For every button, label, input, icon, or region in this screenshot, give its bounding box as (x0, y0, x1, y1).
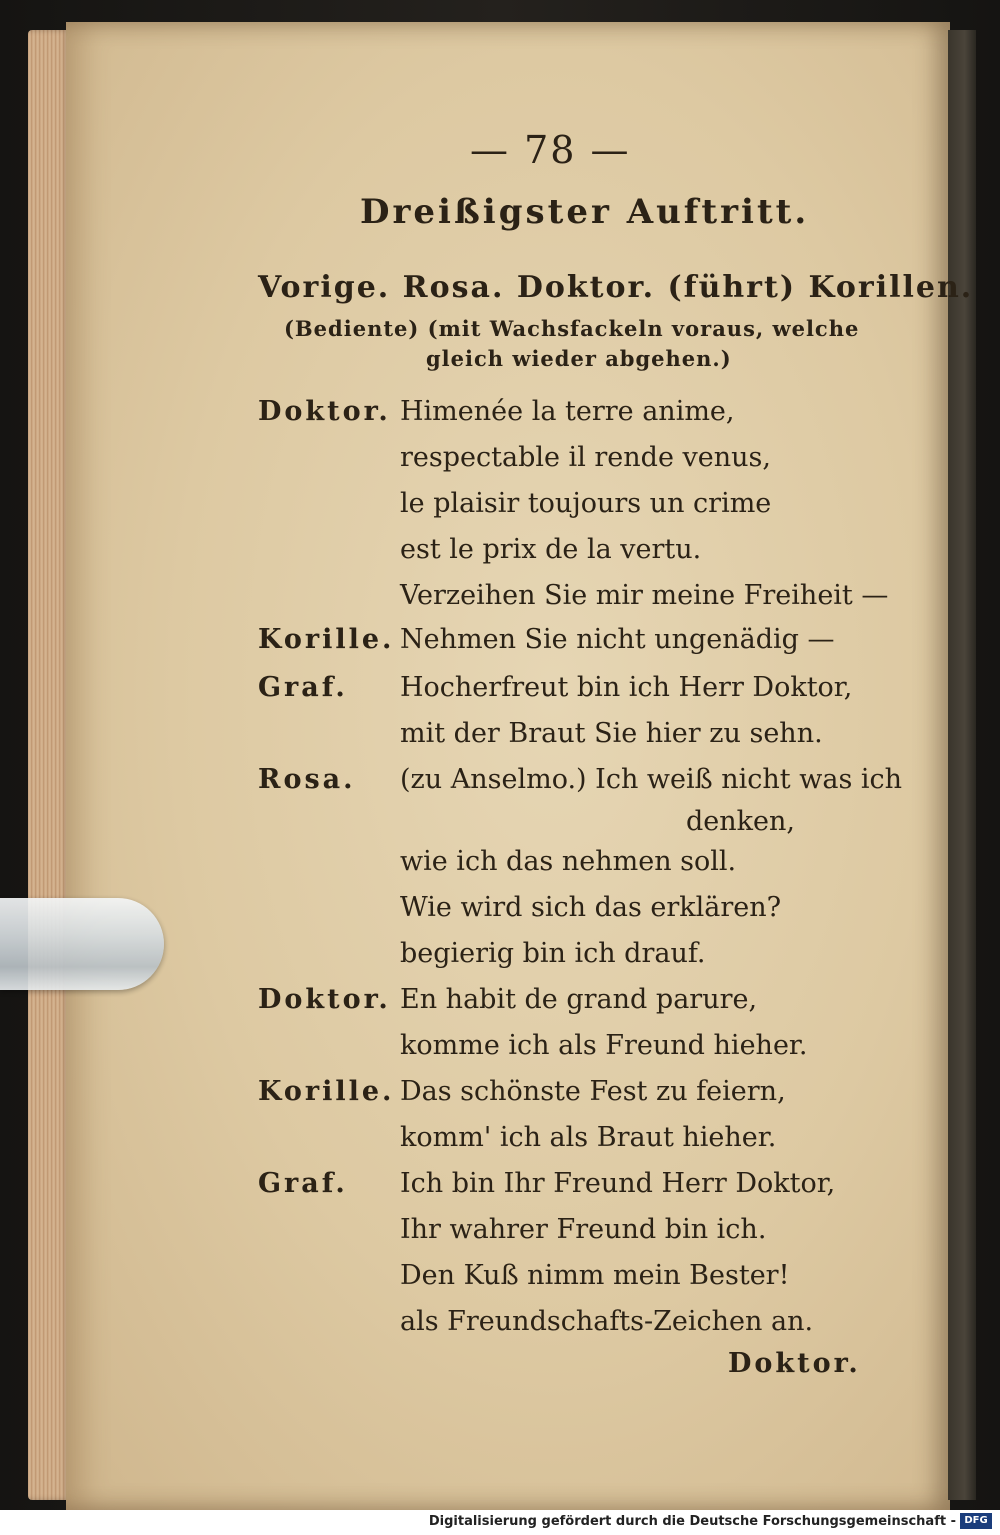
speaker-name: Graf. (258, 672, 348, 703)
speaker-name: Doktor. (258, 396, 391, 427)
verse-line: le plaisir toujours un crime (400, 488, 772, 519)
stage-direction: gleich wieder abgehen.) (426, 346, 732, 371)
catchword: Doktor. (728, 1348, 861, 1379)
page-number: — 78 — (470, 128, 631, 172)
verse-line: Wie wird sich das erklären? (400, 892, 782, 923)
verse-line: respectable il rende venus, (400, 442, 771, 473)
verse-line: est le prix de la vertu. (400, 534, 702, 565)
verse-line: En habit de grand parure, (400, 984, 758, 1015)
stage-direction: (Bediente) (mit Wachsfackeln voraus, welche (284, 316, 860, 341)
page-edges (28, 30, 70, 1500)
verse-line: komme ich als Freund hieher. (400, 1030, 808, 1061)
verse-line: Himenée la terre anime, (400, 396, 735, 427)
verse-line: Das schönste Fest zu feiern, (400, 1076, 786, 1107)
speaker-name: Doktor. (258, 984, 391, 1015)
speaker-name: Korille. (258, 1076, 395, 1107)
verse-line: begierig bin ich drauf. (400, 938, 706, 969)
verse-line: (zu Anselmo.) Ich weiß nicht was ich (400, 764, 903, 795)
speaker-name: Korille. (258, 624, 395, 655)
verse-line: Ich bin Ihr Freund Herr Doktor, (400, 1168, 836, 1199)
verse-line: denken, (686, 806, 795, 837)
verse-line: Verzeihen Sie mir meine Freiheit — (400, 580, 889, 611)
speaker-name: Graf. (258, 1168, 348, 1199)
verse-line: Den Kuß nimm mein Bester! (400, 1260, 790, 1291)
dfg-logo: DFG (960, 1513, 992, 1529)
speaker-name: Rosa. (258, 764, 356, 795)
verse-line: Nehmen Sie nicht ungenädig — (400, 624, 835, 655)
verse-line: Ihr wahrer Freund bin ich. (400, 1214, 767, 1245)
verse-line: Hocherfreut bin ich Herr Doktor, (400, 672, 853, 703)
scene-heading: Dreißigster Auftritt. (360, 192, 810, 232)
facing-page-edge (948, 30, 976, 1500)
funding-credit: Digitalisierung gefördert durch die Deutsche Forschungsgemeinschaft - (428, 1514, 956, 1529)
verse-line: mit der Braut Sie hier zu sehn. (400, 718, 823, 749)
cast-list: Vorige. Rosa. Doktor. (führt) Korillen. (258, 270, 974, 305)
verse-line: als Freundschafts-Zeichen an. (400, 1306, 814, 1337)
verse-line: komm' ich als Braut hieher. (400, 1122, 777, 1153)
book-clamp (0, 898, 164, 990)
verse-line: wie ich das nehmen soll. (400, 846, 737, 877)
